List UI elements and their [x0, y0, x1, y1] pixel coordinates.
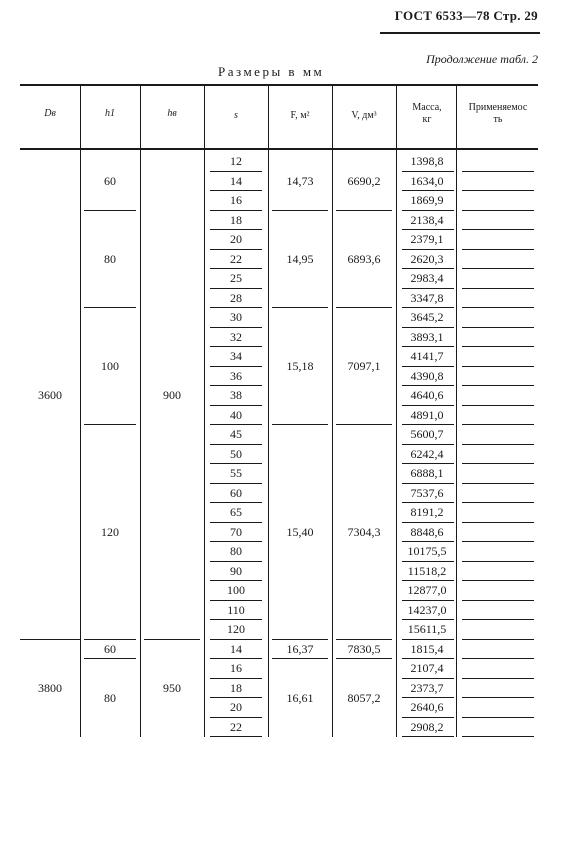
table-header-bottom-rule: [20, 148, 538, 150]
row-rule: [462, 268, 534, 269]
s-value: 40: [230, 407, 242, 422]
row-rule: [462, 463, 534, 464]
mass-value: 5600,7: [410, 427, 444, 441]
row-rule: [462, 697, 534, 698]
row-rule: [462, 658, 534, 659]
hv-value: 950: [163, 680, 181, 695]
dimensions-caption: Размеры в мм: [218, 64, 325, 79]
s-value: 100: [227, 583, 245, 597]
row-rule: [402, 736, 454, 737]
table-continuation-label: Продолжение табл. 2: [426, 52, 538, 66]
dv-value: 3800: [38, 680, 62, 695]
mass-value: 1815,4: [410, 641, 444, 656]
header-dv: Dв: [44, 108, 56, 119]
row-rule: [462, 327, 534, 328]
s-value: 55: [230, 466, 242, 480]
mass-value: 2379,1: [410, 232, 444, 246]
s-value: 16: [230, 193, 242, 207]
row-rule: [462, 444, 534, 445]
v-value: 8057,2: [347, 691, 381, 705]
row-rule: [462, 561, 534, 562]
s-value: 32: [230, 329, 242, 344]
mass-value: 15611,5: [407, 622, 447, 636]
v-value: 6690,2: [347, 174, 381, 188]
h1-value: 60: [104, 641, 116, 656]
row-rule: [462, 171, 534, 172]
mass-value: 3645,2: [410, 310, 444, 324]
s-value: 120: [227, 622, 245, 636]
row-rule: [462, 229, 534, 230]
mass-value: 7537,6: [410, 485, 444, 500]
row-rule: [462, 736, 534, 737]
s-value: 22: [230, 719, 242, 734]
s-value: 90: [230, 563, 242, 578]
dv-value: 3600: [38, 388, 62, 402]
size-table: [20, 84, 538, 820]
mass-value: 2373,7: [410, 680, 444, 695]
row-rule: [462, 619, 534, 620]
mass-value: 4891,0: [410, 407, 444, 422]
mass-value: 2620,3: [410, 251, 444, 266]
mass-value: 3347,8: [410, 290, 444, 305]
v-value: 7830,5: [347, 641, 381, 656]
row-rule: [462, 366, 534, 367]
f-value: 16,37: [286, 641, 314, 656]
block-rule: [144, 639, 200, 640]
header-h1: h1: [105, 108, 115, 119]
h1-value: 80: [104, 691, 116, 705]
row-rule: [462, 678, 534, 679]
row-rule: [462, 424, 534, 425]
header-s: s: [234, 110, 238, 121]
header-use: Применяемость: [468, 102, 528, 125]
row-rule: [462, 639, 534, 640]
f-value: 14,95: [286, 251, 314, 266]
h1-value: 60: [104, 174, 116, 188]
f-value: 16,61: [286, 691, 314, 705]
mass-value: 1634,0: [410, 173, 444, 188]
column-rule: [396, 84, 397, 737]
mass-value: 2138,4: [410, 212, 444, 227]
s-value: 28: [230, 290, 242, 305]
header-hv: hв: [167, 108, 177, 119]
mass-value: 8191,2: [410, 505, 444, 519]
block-rule: [20, 639, 80, 640]
mass-value: 2640,6: [410, 700, 444, 714]
mass-value: 2107,4: [410, 661, 444, 675]
s-value: 14: [230, 173, 242, 188]
s-value: 20: [230, 700, 242, 714]
s-value: 60: [230, 485, 242, 500]
mass-value: 10175,5: [407, 544, 447, 558]
column-rule: [456, 84, 457, 737]
mass-value: 2983,4: [410, 271, 444, 285]
mass-value: 14237,0: [407, 602, 447, 617]
v-value: 7097,1: [347, 359, 381, 373]
h1-value: 80: [104, 251, 116, 266]
header-f: F, м²: [290, 110, 310, 121]
table-top-rule: [20, 84, 538, 86]
f-value: 15,18: [286, 359, 314, 373]
s-value: 18: [230, 680, 242, 695]
row-rule: [462, 600, 534, 601]
s-value: 38: [230, 388, 242, 402]
s-value: 45: [230, 427, 242, 441]
row-rule: [462, 288, 534, 289]
s-value: 70: [230, 524, 242, 539]
hv-value: 900: [163, 388, 181, 402]
mass-value: 4141,7: [410, 349, 444, 363]
s-value: 30: [230, 310, 242, 324]
header-mass: Масса, кг: [412, 102, 442, 125]
s-value: 16: [230, 661, 242, 675]
s-value: 18: [230, 212, 242, 227]
s-value: 34: [230, 349, 242, 363]
mass-value: 2908,2: [410, 719, 444, 734]
header-v: V, дм³: [351, 110, 377, 121]
row-rule: [462, 190, 534, 191]
s-value: 20: [230, 232, 242, 246]
row-rule: [462, 717, 534, 718]
mass-value: 4390,8: [410, 368, 444, 383]
f-value: 15,40: [286, 525, 314, 539]
s-value: 65: [230, 505, 242, 519]
mass-value: 1398,8: [410, 154, 444, 168]
v-value: 7304,3: [347, 525, 381, 539]
mass-value: 6888,1: [410, 466, 444, 480]
row-rule: [462, 483, 534, 484]
s-value: 36: [230, 368, 242, 383]
row-rule: [462, 385, 534, 386]
s-value: 110: [227, 602, 245, 617]
mass-value: 11518,2: [407, 563, 447, 578]
v-value: 6893,6: [347, 251, 381, 266]
row-rule: [462, 210, 534, 211]
h1-value: 100: [101, 359, 119, 373]
s-value: 12: [230, 154, 242, 168]
document-header: ГОСТ 6533—78 Стр. 29: [394, 8, 538, 23]
row-rule: [462, 249, 534, 250]
row-rule: [210, 736, 262, 737]
s-value: 14: [230, 641, 242, 656]
row-rule: [462, 346, 534, 347]
row-rule: [462, 405, 534, 406]
s-value: 80: [230, 544, 242, 558]
s-value: 25: [230, 271, 242, 285]
mass-value: 12877,0: [407, 583, 447, 597]
mass-value: 3893,1: [410, 329, 444, 344]
s-value: 50: [230, 446, 242, 461]
row-rule: [462, 580, 534, 581]
row-rule: [462, 522, 534, 523]
row-rule: [462, 307, 534, 308]
mass-value: 1869,9: [410, 193, 444, 207]
h1-value: 120: [101, 525, 119, 539]
mass-value: 4640,6: [410, 388, 444, 402]
mass-value: 8848,6: [410, 524, 444, 539]
mass-value: 6242,4: [410, 446, 444, 461]
row-rule: [462, 502, 534, 503]
s-value: 22: [230, 251, 242, 266]
header-underline: [380, 32, 540, 34]
f-value: 14,73: [286, 174, 314, 188]
row-rule: [462, 541, 534, 542]
